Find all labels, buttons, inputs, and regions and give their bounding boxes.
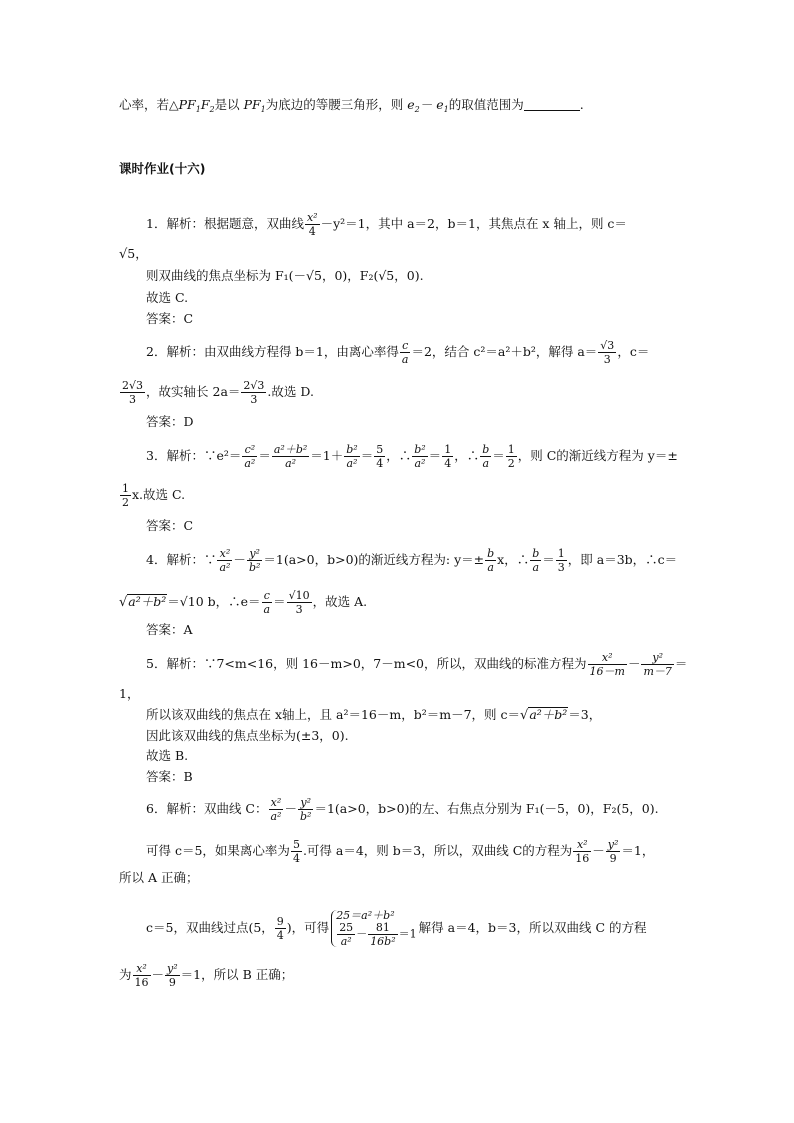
q3-line-1: 3．解析：∵e²＝ $\frac{\text{c²}}{\text{a²}}$ ＝ $\frac{\text{a²＋b²}}{\text{a²}}$ ＝1＋ $\frac{\text{b²}}{\text{a²}}$ ＝ $\frac{5}{4}$ ，∴ $\frac{\text{b²}}{\text{a²}}$ ＝ $\frac{1}{4}$ ，∴ $\frac{b}{a}$ ＝ $\frac{1}{2}$ ，则 C的渐近线方程为 y＝± (146, 443, 678, 470)
equation-system: 25＝a²＋b² $\frac{25}{\text{a²}}$ － $\frac{81}{\text{16b²}}$ ＝1 (331, 910, 416, 947)
q4-answer: 答案：A (146, 622, 193, 637)
q1-line-3: 则双曲线的焦点坐标为 F₁(－√5，0)，F₂(√5，0). (146, 268, 424, 283)
q6-line-3: 所以 A 正确； (119, 870, 199, 885)
q5-line-4: 因此该双曲线的焦点坐标为(±3，0). (146, 728, 349, 743)
intro-text-5: . (579, 97, 584, 112)
q3-line-2: $\frac{1}{2}$ x.故选 C. (122, 482, 186, 509)
answer-blank (524, 98, 580, 111)
intro-text-2: 是以 (214, 97, 240, 112)
q1-line-2: √5， (119, 246, 148, 262)
q5-line-2: 1， (119, 686, 140, 701)
q5-line-1: 5．解析：∵7<m<16，则 16－m>0，7－m<0，所以，双曲线的标准方程为 $\frac{\text{x²}}{16-m}$ － $\frac{\text{y²}}{m-7}$ ＝ (146, 651, 688, 678)
q1-line-1: 1．解析：根据题意，双曲线 $\frac{\text{x²}}{4}$ －y²＝1，其中 a＝2，b＝1，其焦点在 x 轴上，则 c＝ (146, 211, 627, 238)
q1-line-4: 故选 C. (146, 290, 189, 305)
q1-answer: 答案：C (146, 311, 194, 326)
q6-line-4: c＝5，双曲线过点(5， $\frac{9}{4}$ )，可得 25＝a²＋b² $\frac{25}{\text{a²}}$ － $\frac{81}{\text{16b²}}$ ＝1 解得 a＝4，b＝3，所以双曲线 C 的方程 (146, 909, 647, 949)
intro-line: 心率，若$\triangle PF_1F_2$是以 $PF_1$为底边的等腰三角形，则 $e_2- e_1$的取值范围为 . (119, 97, 584, 114)
q6-line-2: 可得 c＝5，如果离心率为 $\frac{5}{4}$ .可得 a＝4，则 b＝3，所以，双曲线 C的方程为 $\frac{\text{x²}}{16}$ － $\frac{\text{y²}}{9}$ ＝1， (146, 838, 655, 865)
q3-answer: 答案：C (146, 518, 194, 533)
section-title: 课时作业(十六) (119, 161, 206, 176)
q4-line-2: √a²＋b²＝√10 b，∴e＝ $\frac{c}{a}$ ＝ $\frac{√10}{3}$ ，故选 A. (119, 589, 368, 616)
q2-answer: 答案：D (146, 414, 194, 429)
intro-text-1: 心率，若△ (119, 97, 179, 112)
q5-line-3: 所以该双曲线的焦点在 x轴上，且 a²＝16－m，b²＝m－7，则 c＝√a²＋b²＝3， (146, 707, 602, 723)
q4-line-1: 4．解析：∵ $\frac{\text{x²}}{\text{a²}}$ － $\frac{\text{y²}}{\text{b²}}$ ＝1(a>0，b>0)的渐近线方程为: y＝± $\frac{b}{a}$ x，∴ $\frac{b}{a}$ ＝ $\frac{1}{3}$ ，即 a＝3b，∴c＝ (146, 547, 678, 574)
q2-line-1: 2．解析：由双曲线方程得 b＝1，由离心率得 $\frac{c}{a}$ ＝2，结合 c²＝a²＋b²，解得 a＝ $\frac{√3}{3}$ ，c＝ (146, 339, 650, 366)
q5-answer: 答案：B (146, 769, 193, 784)
intro-text-4: 的取值范围为 (448, 97, 524, 112)
q6-line-5: 为 $\frac{\text{x²}}{16}$ － $\frac{\text{y²}}{9}$ ＝1，所以 B 正确； (119, 962, 294, 989)
q2-line-2: $\frac{2√3}{3}$ ，故实轴长 2a＝ $\frac{2√3}{3}$ .故选 D. (122, 379, 314, 406)
intro-text-3: 为底边的等腰三角形，则 (265, 97, 408, 112)
q5-line-5: 故选 B. (146, 748, 189, 763)
q6-line-1: 6．解析：双曲线 C： $\frac{\text{x²}}{\text{a²}}$ － $\frac{\text{y²}}{\text{b²}}$ ＝1(a>0，b>0)的左、右焦点分别为 F₁(－5，0)，F₂(5，0). (146, 796, 659, 823)
